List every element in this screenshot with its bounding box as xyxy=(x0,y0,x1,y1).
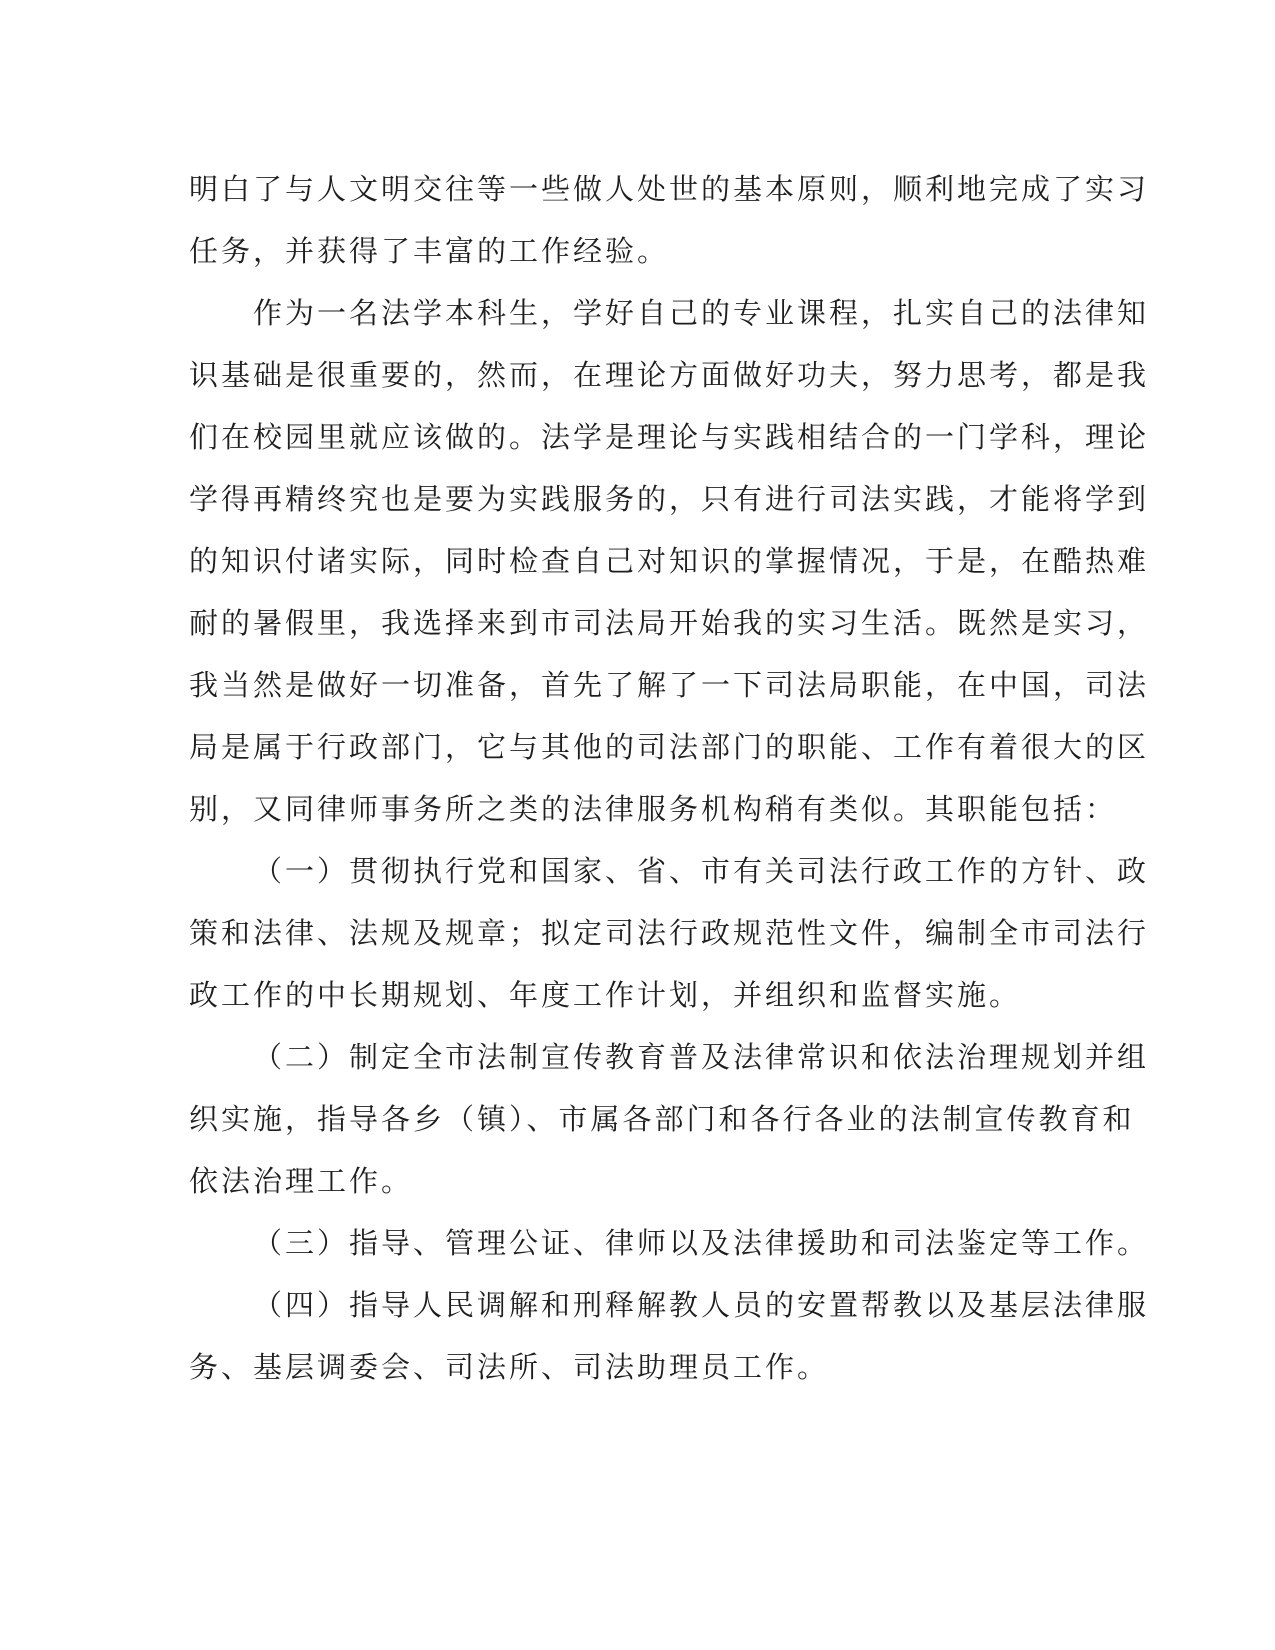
text-line-6: 学得再精终究也是要为实践服务的，只有进行司法实践，才能将学到 xyxy=(189,482,1150,516)
text-line-11: 别，又同律师事务所之类的法律服务机构稍有类似。其职能包括： xyxy=(189,792,1118,826)
text-line-20: 务、基层调委会、司法所、司法助理员工作。 xyxy=(189,1350,830,1384)
text-line-8: 耐的暑假里，我选择来到市司法局开始我的实习生活。既然是实习， xyxy=(189,606,1150,640)
text-line-7: 的知识付诸实际，同时检查自己对知识的掌握情况，于是，在酷热难 xyxy=(189,544,1150,578)
text-line-14: 政工作的中长期规划、年度工作计划，并组织和监督实施。 xyxy=(189,978,1022,1012)
text-line-1: 明白了与人文明交往等一些做人处世的基本原则，顺利地完成了实习 xyxy=(189,172,1150,206)
text-line-4: 识基础是很重要的，然而，在理论方面做好功夫，努力思考，都是我 xyxy=(189,358,1150,392)
text-line-15: （二）制定全市法制宣传教育普及法律常识和依法治理规划并组 xyxy=(253,1040,1150,1074)
text-line-2: 任务，并获得了丰富的工作经验。 xyxy=(189,234,670,268)
text-line-13: 策和法律、法规及规章；拟定司法行政规范性文件，编制全市司法行 xyxy=(189,916,1150,950)
text-line-16: 织实施，指导各乡（镇）、市属各部门和各行各业的法制宣传教育和 xyxy=(189,1102,1135,1136)
text-line-12: （一）贯彻执行党和国家、省、市有关司法行政工作的方针、政 xyxy=(253,854,1150,888)
text-line-10: 局是属于行政部门，它与其他的司法部门的职能、工作有着很大的区 xyxy=(189,730,1150,764)
text-line-19: （四）指导人民调解和刑释解教人员的安置帮教以及基层法律服 xyxy=(253,1288,1150,1322)
document-body xyxy=(189,158,1150,1398)
text-line-5: 们在校园里就应该做的。法学是理论与实践相结合的一门学科，理论 xyxy=(189,420,1150,454)
text-line-9: 我当然是做好一切准备，首先了解了一下司法局职能，在中国，司法 xyxy=(189,668,1150,702)
text-line-17: 依法治理工作。 xyxy=(189,1164,414,1198)
text-line-3: 作为一名法学本科生，学好自己的专业课程，扎实自己的法律知 xyxy=(253,296,1150,330)
text-line-18: （三）指导、管理公证、律师以及法律援助和司法鉴定等工作。 xyxy=(253,1226,1150,1260)
